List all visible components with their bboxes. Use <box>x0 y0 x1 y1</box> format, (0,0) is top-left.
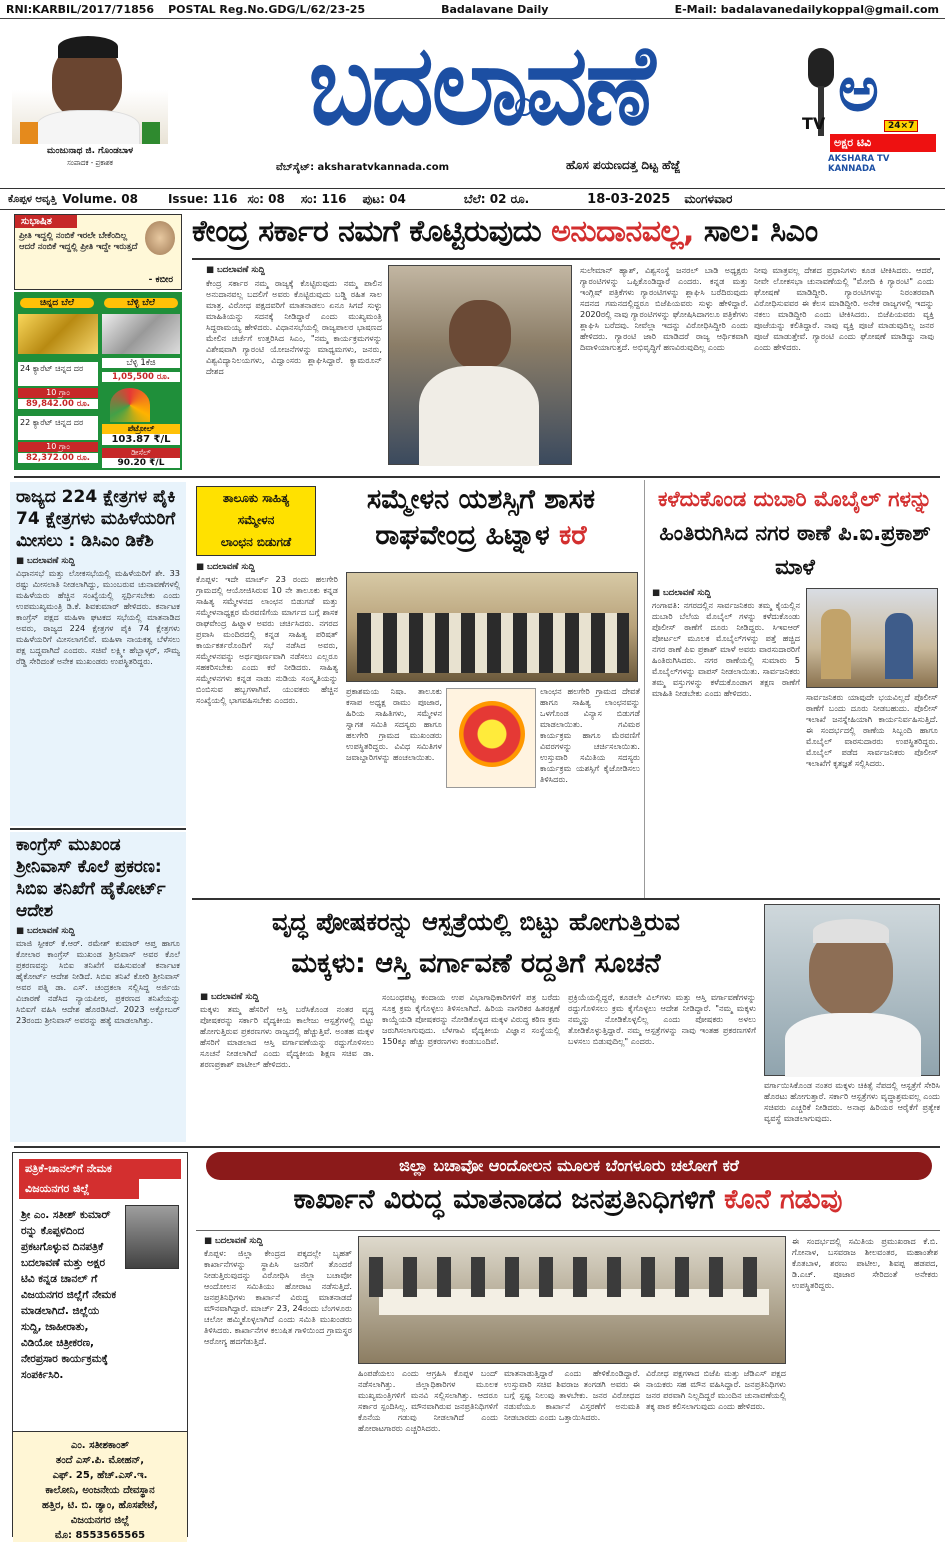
vacancy-contact-block <box>13 1431 187 1542</box>
gold24-unit: 10 ಗ್ರಾಂ <box>18 388 98 398</box>
dkshi-body: ವಿಧಾನಸಭೆ ಮತ್ತು ಲೋಕಸಭೆಯಲ್ಲಿ ಮಹಿಳೆಯರಿಗೆ ಶೇ. 33 ರಷ್ಟು ಮೀಸಲಾತಿ ನೀಡಲಾಗಿದ್ದು, ಮುಂಬರುವ ಚುನಾವಣೆಗಳಲ್ಲಿ ಮಹಿಳೆಯರು ಹೆಚ್ಚಿನ ಸಂಖ್ಯೆಯಲ್ಲಿ ಸ್ಪರ್ಧಿಸಬೇಕು ಎಂದು ಉಪಮುಖ್ಯಮಂತ್ರಿ ಡಿ.ಕೆ. ಶಿವಕುಮಾರ್ ಹೇಳಿದರು. ಕರ್ನಾಟಕ ಕಾಂಗ್ರೆಸ್ ಪಕ್ಷದ ಮಹಿಳಾ ಘಟಕದ ಸಭೆಯಲ್ಲಿ ಮಾತನಾಡಿದ ಅವರು, ರಾಜ್ಯದ 224 ಕ್ಷೇತ್ರಗಳ ಪೈಕಿ 74 ಕ್ಷೇತ್ರಗಳು ಮಹಿಳೆಯರಿಗೆ ಮೀಸಲಾಗಲಿವೆ. ಮಹಿಳಾ ನಾಯಕತ್ವ ಬೆಳೆಸಲು ಪಕ್ಷ ಬದ್ಧವಾಗಿದೆ ಎಂದರು. ಸಚಿವೆ ಲಕ್ಷ್ಮೀ ಹೆಬ್ಬಾಳ್ಕರ್, ಸೌಮ್ಯ ರೆಡ್ಡಿ ಸೇರಿದಂತೆ ಅನೇಕ ಮುಖಂಡರು ಉಪಸ್ಥಿತರಿದ್ದರು. <box>16 568 180 666</box>
silver-title: ಬೆಳ್ಳಿ ಬೆಲೆ <box>104 298 178 308</box>
akshara-tv-logo: TV ಅ 24×7 ಅಕ್ಷರ ಟಿವಿ AKSHARA TV KANNADA <box>792 38 938 178</box>
elderly-col2: ಸಂಬಂಧಪಟ್ಟ ಕಂದಾಯ ಉಪ ವಿಭಾಗಾಧಿಕಾರಿಗಳಿಗೆ ಪತ್ರ ಬರೆದು ಸೂಕ್ತ ಕ್ರಮ ಕೈಗೊಳ್ಳಲು ತಿಳಿಸಲಾಗಿದೆ. ಹಿರಿಯ ನಾಗರಿಕರ ಹಿತರಕ್ಷಣೆ ಕಾಯ್ದೆಯಡಿ ಪೋಷಕರನ್ನು ನೋಡಿಕೊಳ್ಳದ ಮಕ್ಕಳ ವಿರುದ್ಧ ಕಠಿಣ ಕ್ರಮ ಜರುಗಿಸಲಾಗುವುದು. ಬೆಳಗಾವಿ ವೈದ್ಯಕೀಯ ವಿಜ್ಞಾನ ಸಂಸ್ಥೆಯಲ್ಲಿ 150ಕ್ಕೂ ಹೆಚ್ಚು ಪ್ರಕರಣಗಳು ಕಂಡುಬಂದಿವೆ. <box>382 992 560 1046</box>
newspaper-title: ಬದಲಾವಣೆ <box>308 20 654 150</box>
gold-bars-image <box>18 314 98 354</box>
sahitya-headline <box>322 482 640 554</box>
mobile-byline: ■ ಬದಲಾವಣೆ ಸುದ್ದಿ <box>652 588 711 598</box>
dkshi-byline: ■ ಬದಲಾವಣೆ ಸುದ್ದಿ <box>16 556 75 566</box>
subhashita-author: - ಕಬೀರ <box>148 275 173 285</box>
factory-col1: ಕೊಪ್ಪಳ: ಜಿಲ್ಲಾ ಕೇಂದ್ರದ ಪಕ್ಕದಲ್ಲೇ ಬೃಹತ್ ಕಾರ್ಖಾನೆಗಳನ್ನು ಸ್ಥಾಪಿಸಿ ಜನರಿಗೆ ತೊಂದರೆ ನೀಡುತ್ತಿರುವುದನ್ನು ವಿರೋಧಿಸಿ ಜಿಲ್ಲಾ ಬಚಾವೋ ಆಂದೋಲನ ಸಮಿತಿಯು ಹೋರಾಟ ನಡೆಸುತ್ತಿದೆ. ಜನಪ್ರತಿನಿಧಿಗಳು ಕಾರ್ಖಾನೆ ವಿರುದ್ಧ ಮಾತನಾಡದೆ ಮೌನವಾಗಿದ್ದಾರೆ. ಮಾರ್ಚ್ 23, 24ರಂದು ಬೆಂಗಳೂರು ಚಲೋ ಹಮ್ಮಿಕೊಳ್ಳಲಾಗಿದೆ ಎಂದು ಸಮಿತಿ ಮುಖಂಡರು ತಿಳಿಸಿದರು. ಕಾರ್ಖಾನೆಗಳ ಕಲುಷಿತ ಗಾಳಿಯಿಂದ ಗ್ರಾಮಸ್ಥರ ಆರೋಗ್ಯ ಹದಗೆಡುತ್ತಿದೆ. <box>204 1248 352 1346</box>
vacancy-ad <box>12 1152 188 1541</box>
sahitya-byline: ■ ಬದಲಾವಣೆ ಸುದ್ದಿ <box>196 562 255 572</box>
cbi-headline: ಕಾಂಗ್ರೆಸ್ ಮುಖಂಡ ಶ್ರೀನಿವಾಸ್ ಕೊಲೆ ಪ್ರಕರಣ: ಸಿಬಿಐ ತನಿಖೆಗೆ ಹೈಕೋರ್ಟ್ ಆದೇಶ <box>16 835 166 921</box>
sahitya-logo-emblem <box>446 688 536 788</box>
tv-english-name: AKSHARA TV KANNADA <box>828 154 890 174</box>
vacancy-addr1: ತಂದೆ ಎಸ್.ಪಿ. ಮೋಹನ್, <box>55 1455 145 1466</box>
factory-headline-black: ಕಾರ್ಖಾನೆ ವಿರುದ್ಧ ಮಾತನಾಡದ ಜನಪ್ರತಿನಿಧಿಗಳಿಗೆ <box>293 1184 725 1215</box>
tv-letter: TV <box>802 114 826 133</box>
petrol-value: 103.87 ₹/L <box>102 434 180 445</box>
lead-cm-photo <box>388 265 572 465</box>
factory-kicker: ಜಿಲ್ಲಾ ಬಚಾವೋ ಆಂದೋಲನ ಮೂಲಕ ಬೆಂಗಳೂರು ಚಲೋಗೆ ಕರೆ <box>206 1152 932 1180</box>
lead-headline-black: ಕೇಂದ್ರ ಸರ್ಕಾರ ನಮಗೆ ಕೊಟ್ಟಿರುವುದು <box>192 214 552 249</box>
edition: ಕೊಪ್ಪಳ ಆವೃತ್ತಿ <box>8 193 57 205</box>
sahitya-headline-line1: ಸಮ್ಮೇಳನ ಯಶಸ್ಸಿಗೆ ಶಾಸಕ <box>366 484 596 515</box>
postal-reg: POSTAL Reg.No.GDG/L/62/23-25 <box>168 2 366 16</box>
silver-value: 1,05,500 ರೂ. <box>102 372 180 382</box>
elderly-headline <box>192 902 760 986</box>
sahitya-group-photo <box>346 572 638 682</box>
diesel-value: 90.20 ₹/L <box>102 458 180 468</box>
petrol-label: ಪೆಟ್ರೋಲ್ <box>102 424 180 434</box>
mobile-col1: ಗಂಗಾವತಿ: ನಗರದಲ್ಲಿನ ಸಾರ್ವಜನಿಕರು ತಮ್ಮ ಕೈಯಲ್ಲಿನ ದುಬಾರಿ ಬೆಲೆಯ ಮೊಬೈಲ್ ಗಳನ್ನು ಕಳೆದುಕೊಂಡು ಪೊಲೀಸ್ ಠಾಣೆಗೆ ದೂರು ನೀಡಿದ್ದರು. ಸಿಇಐಆರ್ ಪೋರ್ಟಲ್ ಮೂಲಕ ಮೊಬೈಲ್‌ಗಳನ್ನು ಪತ್ತೆ ಹಚ್ಚಿದ ನಗರ ಠಾಣೆ ಪಿಐ ಪ್ರಕಾಶ್ ಮಾಳೆ ಅವರು ವಾರಸುದಾರರಿಗೆ ಹಿಂತಿರುಗಿಸಿದರು. ನಗರ ಠಾಣೆಯಲ್ಲಿ ಸುಮಾರು 5 ಮೊಬೈಲ್‌ಗಳನ್ನು ವಾಪಸ್ ನೀಡಲಾಯಿತು. ಸಾರ್ವಜನಿಕರು ತಮ್ಮ ವಸ್ತುಗಳನ್ನು ಕಳೆದುಕೊಂಡಾಗ ತಕ್ಷಣ ಠಾಣೆಗೆ ಮಾಹಿತಿ ನೀಡಬೇಕು ಎಂದು ಹೇಳಿದರು. <box>652 600 800 698</box>
vacancy-title-line1: ಪತ್ರಿಕೆ-ಚಾನಲ್‌ಗೆ ನೇಮಕ <box>19 1159 181 1179</box>
gold22-value: 82,372.00 ರೂ. <box>18 453 98 463</box>
vacancy-title-line2: ವಿಜಯನಗರ ಜಿಲ್ಲೆ <box>19 1179 139 1199</box>
issue-number: Issue: 116 <box>167 192 238 206</box>
vacancy-phone: ಮೊ: 8553565565 <box>54 1530 146 1541</box>
issue-info-bar <box>0 188 945 210</box>
sahitya-col3: ಲಾಂಛನ ಹಲಗೇರಿ ಗ್ರಾಮದ ದೇವತೆ ಹಾಗೂ ಸಾಹಿತ್ಯ ಲಾಂಛನವನ್ನು ಒಳಗೊಂಡ ವಿನ್ಯಾಸ ಬಿಡುಗಡೆ ಮಾಡಲಾಯಿತು. ಗವಿಮಠ ಕಾರ್ಯಕ್ರಮ ಹಾಗೂ ಮೆರವಣಿಗೆ ವಿವರಗಳನ್ನು ಚರ್ಚಿಸಲಾಯಿತು. ಉಸ್ತುವಾರಿ ಸಮಿತಿಯ ಸದಸ್ಯರು ಕಾರ್ಯಕ್ರಮ ಯಶಸ್ಸಿಗೆ ಕೈಜೋಡಿಸಲು ತಿಳಿಸಿದರು. <box>540 686 640 784</box>
elderly-col4: ವರ್ಗಾಯಿಸಿಕೊಂಡ ನಂತರ ಮಕ್ಕಳು ಚಿಕಿತ್ಸೆ ನೆಪದಲ್ಲಿ ಆಸ್ಪತ್ರೆಗೆ ಸೇರಿಸಿ ಹೊರಟು ಹೋಗುತ್ತಾರೆ. ಸರ್ಕಾರಿ ಆಸ್ಪತ್ರೆಗಳು ವೃದ್ಧಾಶ್ರಮವಲ್ಲ ಎಂದು ಸಚಿವರು ಎಚ್ಚರಿಕೆ ನೀಡಿದರು. ಅನಾಥ ಹಿರಿಯರ ಆರೈಕೆಗೆ ಪ್ರತ್ಯೇಕ ವ್ಯವಸ್ಥೆ ಮಾಡಲಾಗುವುದು. <box>764 1080 940 1123</box>
lead-headline-red: ಅನುದಾನವಲ್ಲ, <box>551 214 694 249</box>
gold22-label: 22 ಕ್ಯಾರೆಟ್ ಚಿನ್ನದ ದರ <box>18 416 98 440</box>
subhashita-box <box>14 214 182 290</box>
sahitya-headline-line2: ರಾಘವೇಂದ್ರ ಹಿಟ್ನಾಳ <box>375 520 560 551</box>
date: 18-03-2025 <box>587 191 671 207</box>
rates-box <box>14 292 182 470</box>
gold24-value: 89,842.00 ರೂ. <box>18 399 98 409</box>
minister-photo <box>764 904 940 1076</box>
gold24-label: 24 ಕ್ಯಾರೆಟ್ ಚಿನ್ನದ ದರ <box>18 362 98 386</box>
lead-byline: ■ ಬದಲಾವಣೆ ಸುದ್ದಿ <box>206 265 265 275</box>
silver-bars-image <box>102 314 180 354</box>
compass-icon <box>515 98 533 116</box>
sanchike: ಸಂ: 116 <box>300 191 347 206</box>
paper-english-name: Badalavane Daily <box>441 2 549 16</box>
subhashita-title: ಸುಭಾಷಿತ <box>15 215 77 228</box>
editor-role: ಸಂಪಾದಕ - ಪ್ರಕಾಶಕ <box>67 159 113 167</box>
cbi-byline: ■ ಬದಲಾವಣೆ ಸುದ್ದಿ <box>16 926 75 936</box>
vacancy-addr4: ಹತ್ತಿರ, ಟಿ. ಬಿ. ಡ್ಯಾಂ, ಹೊಸಪೇಟೆ, <box>42 1500 158 1511</box>
dkshi-headline: ರಾಜ್ಯದ 224 ಕ್ಷೇತ್ರಗಳ ಪೈಕಿ 74 ಕ್ಷೇತ್ರಗಳು ಮಹಿಳೆಯರಿಗೆ ಮೀಸಲು : ಡಿಸಿಎಂ ಡಿಕೆಶಿ <box>16 487 176 551</box>
vacancy-intro: ಶ್ರೀ ಎಂ. ಸತೀಶ್ ಕುಮಾರ್ ರನ್ನು ಕೊಪ್ಪಳದಿಂದ ಪ್ರಕಟಗೊಳ್ಳುವ ದಿನಪತ್ರಿಕೆ ಬದಲಾವಣೆ ಮತ್ತು ಅಕ್ಷರ ಟಿವಿ ಕನ್ನಡ ಚಾನಲ್ ಗೆ ವಿಜಯನಗರ ಜಿಲ್ಲೆಗೆ ನೇಮಕ ಮಾಡಲಾಗಿದೆ. ಜಿಲ್ಲೆಯ ಸುದ್ದಿ, ಜಾಹೀರಾತು, ವಿಡಿಯೋ ಚಿತ್ರೀಕರಣ, ನೇರಪ್ರಸಾರ ಕಾರ್ಯಕ್ರಮಕ್ಕೆ ಸಂಪರ್ಕಿಸಿರಿ. <box>21 1209 117 1381</box>
lead-headline <box>192 214 940 258</box>
diesel-label: ಡೀಸೆಲ್ <box>102 448 180 458</box>
factory-byline: ■ ಬದಲಾವಣೆ ಸುದ್ದಿ <box>204 1236 263 1246</box>
tv-badge: 24×7 <box>884 120 918 132</box>
lead-col3: ನೀವು ಮಾತ್ರವಲ್ಲ ದೇಶದ ಪ್ರಧಾನಿಗಳು ಕೂಡ ಟೀಕಿಸಿದರು. ಆದರೆ, ನೀವೇ ಲೋಕಸಭಾ ಚುನಾವಣೆಯಲ್ಲಿ "ಮೋದಿ ಕಿ ಗ್ಯಾರಂಟಿ" ಎಂದು ಘೋಷಣೆ ಮಾಡಿದ್ದೀರಿ. ಗ್ಯಾರಂಟಿಗಳನ್ನು ನಿರಂತರವಾಗಿ ವಿರೋಧಿಸುವವರ ಈ ಕೆಲಸ ಮಾಡಿದ್ದೀರಿ. ಅನೇಕ ರಾಜ್ಯಗಳಲ್ಲಿ ಇದನ್ನು ನಕಲು ಮಾಡಿದ್ದೀರಿ ಎಂದು ಟೀಕಿಸಿದರು. ಬಿಜೆಪಿಯವರು ವ್ಯಕ್ತಿ ಪೂಜೆಯನ್ನು ಕಲಿತಿದ್ದಾರೆ. ನಾವು ವ್ಯಕ್ತಿ ಪೂಜೆ ಮಾಡುವುದಿಲ್ಲ ಜನರ ಪೂಜೆ ಮಾಡುತ್ತೇವೆ. ಗ್ಯಾರಂಟಿ ಎಂದು ಘೋಷಣೆ ಮಾಡಿದ್ದು ನಾವು ಎಂದು ಹೇಳಿದರು. <box>754 265 934 352</box>
top-strip <box>0 0 945 18</box>
email: E-Mail: badalavanedailykoppal@gmail.com <box>674 2 939 16</box>
tv-name: ಅಕ್ಷರ ಟಿವಿ <box>830 134 936 152</box>
mobile-headline-red1: ಕಳೆದುಕೊಂಡ ದುಬಾರಿ ಮೊಬೈಲ್ <box>657 487 881 511</box>
mobile-headline-red2: ಗಳನ್ನು <box>888 487 933 511</box>
appointee-photo <box>125 1205 179 1269</box>
factory-meeting-photo <box>358 1236 786 1364</box>
kabir-portrait <box>145 221 175 255</box>
subhashita-text: ಪ್ರೀತಿ ಇದ್ದಲ್ಲಿ ನಂಬಿಕೆ ಇರಲೇ ಬೇಕೆಂದಿಲ್ಲ ಆದರೆ ನಂಬಿಕೆ ಇದ್ದಲ್ಲಿ ಪ್ರೀತಿ ಇದ್ದೇ ಇರುತ್ತದೆ <box>19 231 138 252</box>
sahitya-headline-red: ಕರೆ <box>559 520 587 551</box>
silver-label: ಬೆಳ್ಳಿ 1ಕೆಜಿ <box>102 358 180 368</box>
volume: Volume. 08 <box>62 192 138 206</box>
factory-col4: ವಿರೋಧ ಪಕ್ಷಗಳಾದ ಬಿಜೆಪಿ ಮತ್ತು ಜೆಡಿಎಸ್ ಪಕ್ಷದ ನಾಯಕರು ಸಹ ಮೌನ ವಹಿಸಿದ್ದಾರೆ. ಜನಪ್ರತಿನಿಧಿಗಳು ಜನರ ಪರವಾಗಿ ನಿಲ್ಲದಿದ್ದರೆ ಮುಂದಿನ ಚುನಾವಣೆಯಲ್ಲಿ ತಕ್ಕ ಪಾಠ ಕಲಿಸಲಾಗುವುದು ಎಂದು ಹೇಳಿದರು. <box>646 1368 786 1411</box>
rni-number: RNI:KARBIL/2017/71856 <box>6 2 155 16</box>
vacancy-addr2: ಎಫ್. 25, ಹೆಚ್.ಎಸ್.ಇ. <box>52 1470 148 1481</box>
factory-headline-red: ಕೊನೆ ಗಡುವು <box>724 1184 843 1215</box>
pages: ಪುಟ: 04 <box>362 191 406 206</box>
price: ಬೆಲೆ: 02 ರೂ. <box>463 191 530 206</box>
mobile-headline-black: ಹಿಂತಿರುಗಿಸಿದ ನಗರ ಠಾಣೆ ಪಿ.ಐ.ಪ್ರಕಾಶ್ ಮಾಳೆ <box>659 521 931 579</box>
lead-col1: ಕೇಂದ್ರ ಸರ್ಕಾರ ನಮ್ಮ ರಾಜ್ಯಕ್ಕೆ ಕೊಟ್ಟಿರುವುದು ನಮ್ಮ ಪಾಲಿನ ಅನುದಾನವಲ್ಲ ಬದಲಿಗೆ ಅವರು ಕೊಟ್ಟಿರುವುದು ಬಡ್ಡಿ ರಹಿತ ಸಾಲ ಮಾತ್ರ. ವಿರೋಧ ಪಕ್ಷದವರಿಗೆ ಮಾತನಾಡಲು ಏನೂ ಸಿಗದೆ ಸುಳ್ಳು ಮಾಹಿತಿಯನ್ನು ಸದನಕ್ಕೆ ನೀಡಿದ್ದಾರೆ ಎಂದು ಮುಖ್ಯಮಂತ್ರಿ ಸಿದ್ದರಾಮಯ್ಯ ಹೇಳಿದರು. ವಿಧಾನಸಭೆಯಲ್ಲಿ ರಾಜ್ಯಪಾಲರ ಭಾಷಣದ ಮೇಲಿನ ಚರ್ಚೆಗೆ ಉತ್ತರಿಸಿದ ಸಿಎಂ, "ನಮ್ಮ ಕಾರ್ಯಕ್ರಮಗಳನ್ನು ವಿಶೇಷವಾಗಿ ಗ್ಯಾರಂಟಿ ಯೋಜನೆಗಳನ್ನು ಮಾಧ್ಯಮಗಳು, ಜನರು, ವಿಶ್ವವಿದ್ಯಾನಿಲಯಗಳು, ವಿದ್ವಾಂಸರು ಶ್ಲಾಘಿಸಿದ್ದಾರೆ. ಕ್ಯಾಮರೂನ್ ದೇಶದ <box>206 278 382 376</box>
mobile-headline <box>650 482 940 584</box>
fuel-pump-icon <box>110 388 150 422</box>
website: ವೆಬ್‌ಸೈಟ್: aksharatvkannada.com <box>276 162 450 173</box>
microphone-icon <box>808 48 834 88</box>
vacancy-addr3: ಕಾಲೋನಿ, ಅಂಜನೇಯ ದೇವಸ್ಥಾನ <box>45 1485 155 1496</box>
editor-photo <box>12 24 168 144</box>
lead-col2: ಸುಲೇಮಾನ್ ಹ್ಯಾಶ್, ವಿಶ್ವಸಂಸ್ಥೆ ಜನರಲ್ ಬಾಡಿ ಅಧ್ಯಕ್ಷರು ಗ್ಯಾರಂಟಿಗಳನ್ನು ಒಪ್ಪಿಕೊಂಡಿದ್ದಾರೆ ಎಂದರು. ಕನ್ನಡ ಮತ್ತು ಇಂಗ್ಲಿಷ್ ಪತ್ರಿಕೆಗಳು ಗ್ಯಾರಂಟಿಗಳನ್ನು ಶ್ಲಾಘಿಸಿ ಬರೆದಿರುವುದು ಸದನದ ಗಮನದಲ್ಲಿದ್ದರೂ ಬಿಜೆಪಿಯವರು ಸುಳ್ಳು ಹೇಳಿದ್ದಾರೆ. 2020ರಲ್ಲಿ ನಾವು ಗ್ಯಾರಂಟಿಗಳನ್ನು ಘೋಷಿಸಿದಾಗಲೂ ಪತ್ರಿಕೆಗಳು ಶ್ಲಾಘಿಸಿ ಬರೆದವು. ನೀವೆಲ್ಲಾ ಇದನ್ನು ವಿರೋಧಿಸಿದ್ದೀರಿ ಎಂದು ಹೇಳಿದರು. ಗ್ಯಾರಂಟಿ ಜಾರಿ ಮಾಡಿದರೆ ರಾಜ್ಯ ಆರ್ಥಿಕವಾಗಿ ದಿವಾಳಿಯಾಗುತ್ತದೆ. ಅಭಿವೃದ್ಧಿಗೆ ಹಣವಿರುವುದಿಲ್ಲ ಎಂದು <box>580 265 748 352</box>
elderly-headline-line2: ಮಕ್ಕಳು: ಆಸ್ತಿ ವರ್ಗಾವಣೆ ರದ್ದತಿಗೆ ಸೂಚನೆ <box>291 948 661 979</box>
elderly-col3: ಪ್ರಕ್ರಿಯೆಯಲ್ಲಿದ್ದರೆ, ಕೂಡಲೇ ವಿಲ್‌ಗಳು ಮತ್ತು ಆಸ್ತಿ ವರ್ಗಾವಣೆಗಳನ್ನು ರದ್ದುಗೊಳಿಸಲು ಕ್ರಮ ಕೈಗೊಳ್ಳಲು ಆದೇಶ ನೀಡಿದ್ದಾರೆ. "ನಮ್ಮ ಮಕ್ಕಳು ನಮ್ಮನ್ನು ನೋಡಿಕೊಳ್ಳಲಿಲ್ಲ ಎಂದು ಪೋಷಕರು ಅಳಲು ತೋಡಿಕೊಳ್ಳುತ್ತಿದ್ದಾರೆ. ನಮ್ಮ ಆಸ್ಪತ್ರೆಗಳನ್ನು ನಾವು ಇಂತಹ ಪ್ರಕರಣಗಳಿಗೆ ಬಳಸಲು ಬಿಡುವುದಿಲ್ಲ" ಎಂದರು. <box>568 992 756 1046</box>
weekday: ಮಂಗಳವಾರ <box>684 191 733 206</box>
factory-col5: ಈ ಸಂದರ್ಭದಲ್ಲಿ ಸಮಿತಿಯ ಪ್ರಮುಖರಾದ ಕೆ.ಬಿ. ಗೋನಾಳ, ಬಸವರಾಜ ಶೀಲವಂತರ, ಮಹಾಂತೇಶ ಕೊತಬಾಳ, ಶರಣು ಪಾಟೀಲ, ಶಿವಪ್ಪ ಹಡಪದ, ಡಿ.ಎಚ್. ಪೂಜಾರ ಸೇರಿದಂತೆ ಅನೇಕರು ಉಪಸ್ಥಿತರಿದ್ದರು. <box>792 1236 938 1290</box>
gold-title: ಚಿನ್ನದ ಬೆಲೆ <box>20 298 94 308</box>
lead-headline-tail: ಸಾಲ: ಸಿಎಂ <box>693 214 818 249</box>
elderly-headline-line1: ವೃದ್ಧ ಪೋಷಕರನ್ನು ಆಸ್ಪತ್ರೆಯಲ್ಲಿ ಬಿಟ್ಟು ಹೋಗುತ್ತಿರುವ <box>272 908 680 936</box>
sahitya-tag-line1: ತಾಲೂಕು ಸಾಹಿತ್ಯ <box>222 491 290 505</box>
sahitya-tag-line2: ಸಮ್ಮೇಳನ <box>237 513 275 527</box>
tagline: ಹೊಸ ಪಯಣದತ್ತ ದಿಟ್ಟ ಹೆಜ್ಜೆ <box>566 158 681 172</box>
samputa: ಸಂ: 08 <box>247 191 285 206</box>
vacancy-addr5: ವಿಜಯನಗರ ಜಿಲ್ಲೆ <box>70 1515 130 1526</box>
elderly-col1: ಮಕ್ಕಳು ತಮ್ಮ ಹೆಸರಿಗೆ ಆಸ್ತಿ ಬರೆಸಿಕೊಂಡ ನಂತರ ವೃದ್ಧ ಪೋಷಕರನ್ನು ಸರ್ಕಾರಿ ವೈದ್ಯಕೀಯ ಕಾಲೇಜು ಆಸ್ಪತ್ರೆಗಳಲ್ಲಿ ಬಿಟ್ಟು ಹೋಗುತ್ತಿರುವ ಪ್ರಕರಣಗಳು ರಾಜ್ಯದಲ್ಲಿ ಹೆಚ್ಚುತ್ತಿವೆ. ಅಂತಹ ಮಕ್ಕಳ ಹೆಸರಿಗೆ ಮಾಡಲಾದ ಆಸ್ತಿ ವರ್ಗಾವಣೆಯನ್ನು ರದ್ದುಗೊಳಿಸಲು ಸೂಚನೆ ನೀಡಲಾಗಿದೆ ಎಂದು ವೈದ್ಯಕೀಯ ಶಿಕ್ಷಣ ಸಚಿವ ಡಾ. ಶರಣಪ್ರಕಾಶ್ ಪಾಟೀಲ್ ಹೇಳಿದರು. <box>200 1004 374 1069</box>
sahitya-tag-line3: ಲಾಂಛನ ಬಿಡುಗಡೆ <box>220 535 292 549</box>
factory-col2: ಹಿಂಪಡೆಯಲು ಎಂದು ಆಗ್ರಹಿಸಿ ಕೊಪ್ಪಳ ಬಂದ್ ನಡೆಸಲಾಗಿತ್ತು. ಜಿಲ್ಲಾಧಿಕಾರಿಗಳ ಮೂಲಕ ಮುಖ್ಯಮಂತ್ರಿಗಳಿಗೆ ಮನವಿ ಸಲ್ಲಿಸಲಾಗಿತ್ತು. ಆದರೂ ಸರ್ಕಾರ ಸ್ಪಂದಿಸಿಲ್ಲ. ಮೌನವಾಗಿರುವ ಜನಪ್ರತಿನಿಧಿಗಳಿಗೆ ಕೊನೆಯ ಗಡುವು ನೀಡಲಾಗಿದೆ ಎಂದು ಹೋರಾಟಗಾರರು ಎಚ್ಚರಿಸಿದರು. <box>358 1368 498 1433</box>
vacancy-name: ಎಂ. ಸತೀಶಕಾಂತ್ <box>70 1440 130 1451</box>
sahitya-col1: ಕೊಪ್ಪಳ: ಇದೇ ಮಾರ್ಚ್ 23 ರಂದು ಹಲಗೇರಿ ಗ್ರಾಮದಲ್ಲಿ ಆಯೋಜಿಸಿರುವ 10 ನೇ ತಾಲೂಕು ಕನ್ನಡ ಸಾಹಿತ್ಯ ಸಮ್ಮೇಳನದ ಲಾಂಛನ ಬಿಡುಗಡೆ ಮತ್ತು ಸಮ್ಮೇಳನಾಧ್ಯಕ್ಷರ ಮೆರವಣಿಗೆಯ ಮಾರ್ಗದ ಬಗ್ಗೆ ಶಾಸಕ ರಾಘವೇಂದ್ರ ಹಿಟ್ನಾಳ ಅವರು ಚರ್ಚಿಸಿದರು. ನಗರದ ಪ್ರವಾಸಿ ಮಂದಿರದಲ್ಲಿ ಕನ್ನಡ ಸಾಹಿತ್ಯ ಪರಿಷತ್ ಕಾರ್ಯಕರ್ತರೊಂದಿಗೆ ಸಭೆ ನಡೆಸಿದ ಅವರು, ಸಮ್ಮೇಳನವನ್ನು ಅರ್ಥಪೂರ್ಣವಾಗಿ ನಡೆಸಲು ಎಲ್ಲರೂ ಸಹಕರಿಸಬೇಕು ಎಂದು ಕರೆ ನೀಡಿದರು. ಸಾಹಿತ್ಯ ಸಮ್ಮೇಳನಗಳು ಕನ್ನಡ ನಾಡು ನುಡಿಯ ಸಂಸ್ಕೃತಿಯನ್ನು ಬಿಂಬಿಸುವ ಹಬ್ಬಗಳಾಗಿವೆ. ಯುವಕರು ಹೆಚ್ಚಿನ ಸಂಖ್ಯೆಯಲ್ಲಿ ಭಾಗವಹಿಸಬೇಕು ಎಂದರು. <box>196 574 338 705</box>
mobile-handover-photo <box>806 588 938 688</box>
sahitya-tag <box>196 486 316 556</box>
factory-headline <box>196 1184 940 1228</box>
dkshi-story <box>10 482 186 826</box>
mobile-col2: ಸಾರ್ವಜನಿಕರು ಯಾವುದೇ ಭಯವಿಲ್ಲದೆ ಪೊಲೀಸ್ ಠಾಣೆಗೆ ಬಂದು ದೂರು ನೀಡಬಹುದು. ಪೊಲೀಸ್ ಇಲಾಖೆ ಜನಸ್ನೇಹಿಯಾಗಿ ಕಾರ್ಯನಿರ್ವಹಿಸುತ್ತಿದೆ. ಈ ಸಂದರ್ಭದಲ್ಲಿ ಠಾಣೆಯ ಸಿಬ್ಬಂದಿ ಹಾಗೂ ಮೊಬೈಲ್ ವಾರಸುದಾರರು ಉಪಸ್ಥಿತರಿದ್ದರು. ಮೊಬೈಲ್ ಪಡೆದ ಸಾರ್ವಜನಿಕರು ಪೊಲೀಸ್ ಇಲಾಖೆಗೆ ಕೃತಜ್ಞತೆ ಸಲ್ಲಿಸಿದರು. <box>806 692 938 768</box>
cbi-body: ಮಾಜಿ ಸ್ಪೀಕರ್ ಕೆ.ಆರ್. ರಮೇಶ್ ಕುಮಾರ್ ಆಪ್ತ ಹಾಗೂ ಕೋಲಾರ ಕಾಂಗ್ರೆಸ್ ಮುಖಂಡ ಶ್ರೀನಿವಾಸ್ ಅವರ ಕೊಲೆ ಪ್ರಕರಣವನ್ನು ಸಿಬಿಐ ತನಿಖೆಗೆ ವಹಿಸುವಂತೆ ಕರ್ನಾಟಕ ಹೈಕೋರ್ಟ್ ಆದೇಶ ನೀಡಿದೆ. ಸಿಬಿಐ ತನಿಖೆ ಕೋರಿ ಶ್ರೀನಿವಾಸ್ ಅವರ ಪತ್ನಿ ಡಾ. ಎಸ್. ಚಂದ್ರಕಲಾ ಸಲ್ಲಿಸಿದ್ದ ಅರ್ಜಿಯ ವಿಚಾರಣೆ ನಡೆಸಿದ ನ್ಯಾಯಪೀಠ, ಪ್ರಕರಣದ ತನಿಖೆಯನ್ನು ಸಿಬಿಐಗೆ ವಹಿಸಿ ಆದೇಶ ಹೊರಡಿಸಿದೆ. 2023 ಅಕ್ಟೋಬರ್ 23ರಂದು ಶ್ರೀನಿವಾಸ್ ಅವರನ್ನು ಹತ್ಯೆ ಮಾಡಲಾಗಿತ್ತು. <box>16 938 180 1025</box>
elderly-byline: ■ ಬದಲಾವಣೆ ಸುದ್ದಿ <box>200 992 259 1002</box>
editor-name: ಮಂಜುನಾಥ ಜಿ. ಗೊಂಡಬಾಳ <box>46 146 134 156</box>
factory-col3: ಮಾತನಾಡುತ್ತಿದ್ದಾರೆ ಎಂದು ಹೇಳಿಕೊಂಡಿದ್ದಾರೆ. ಉಸ್ತುವಾರಿ ಸಚಿವ ಶಿವರಾಜ ತಂಗಡಗಿ ಅವರು ಈ ಬಗ್ಗೆ ಸ್ಪಷ್ಟ ನಿಲುವು ತಾಳಬೇಕು. ಜನರ ವಿರೋಧದ ನಡುವೆಯೂ ಕಾರ್ಖಾನೆ ವಿಸ್ತರಣೆಗೆ ಅನುಮತಿ ನೀಡಬಾರದು ಎಂದು ಒತ್ತಾಯಿಸಿದರು. <box>504 1368 640 1422</box>
sahitya-col2: ಪ್ರಕಾಶಮಯ ನಿಷಾ. ತಾಲೂಕು ಕಸಾಪ ಅಧ್ಯಕ್ಷ ರಾಮು ಪೂಜಾರ, ಹಿರಿಯ ಸಾಹಿತಿಗಳು, ಸಮ್ಮೇಳನ ಸ್ವಾಗತ ಸಮಿತಿ ಸದಸ್ಯರು ಹಾಗೂ ಹಲಗೇರಿ ಗ್ರಾಮದ ಮುಖಂಡರು ಉಪಸ್ಥಿತರಿದ್ದರು. ವಿವಿಧ ಸಮಿತಿಗಳ ಜವಾಬ್ದಾರಿಗಳನ್ನು ಹಂಚಲಾಯಿತು. <box>346 686 442 762</box>
gold22-unit: 10 ಗ್ರಾಂ <box>18 442 98 452</box>
cbi-story <box>10 832 186 1142</box>
